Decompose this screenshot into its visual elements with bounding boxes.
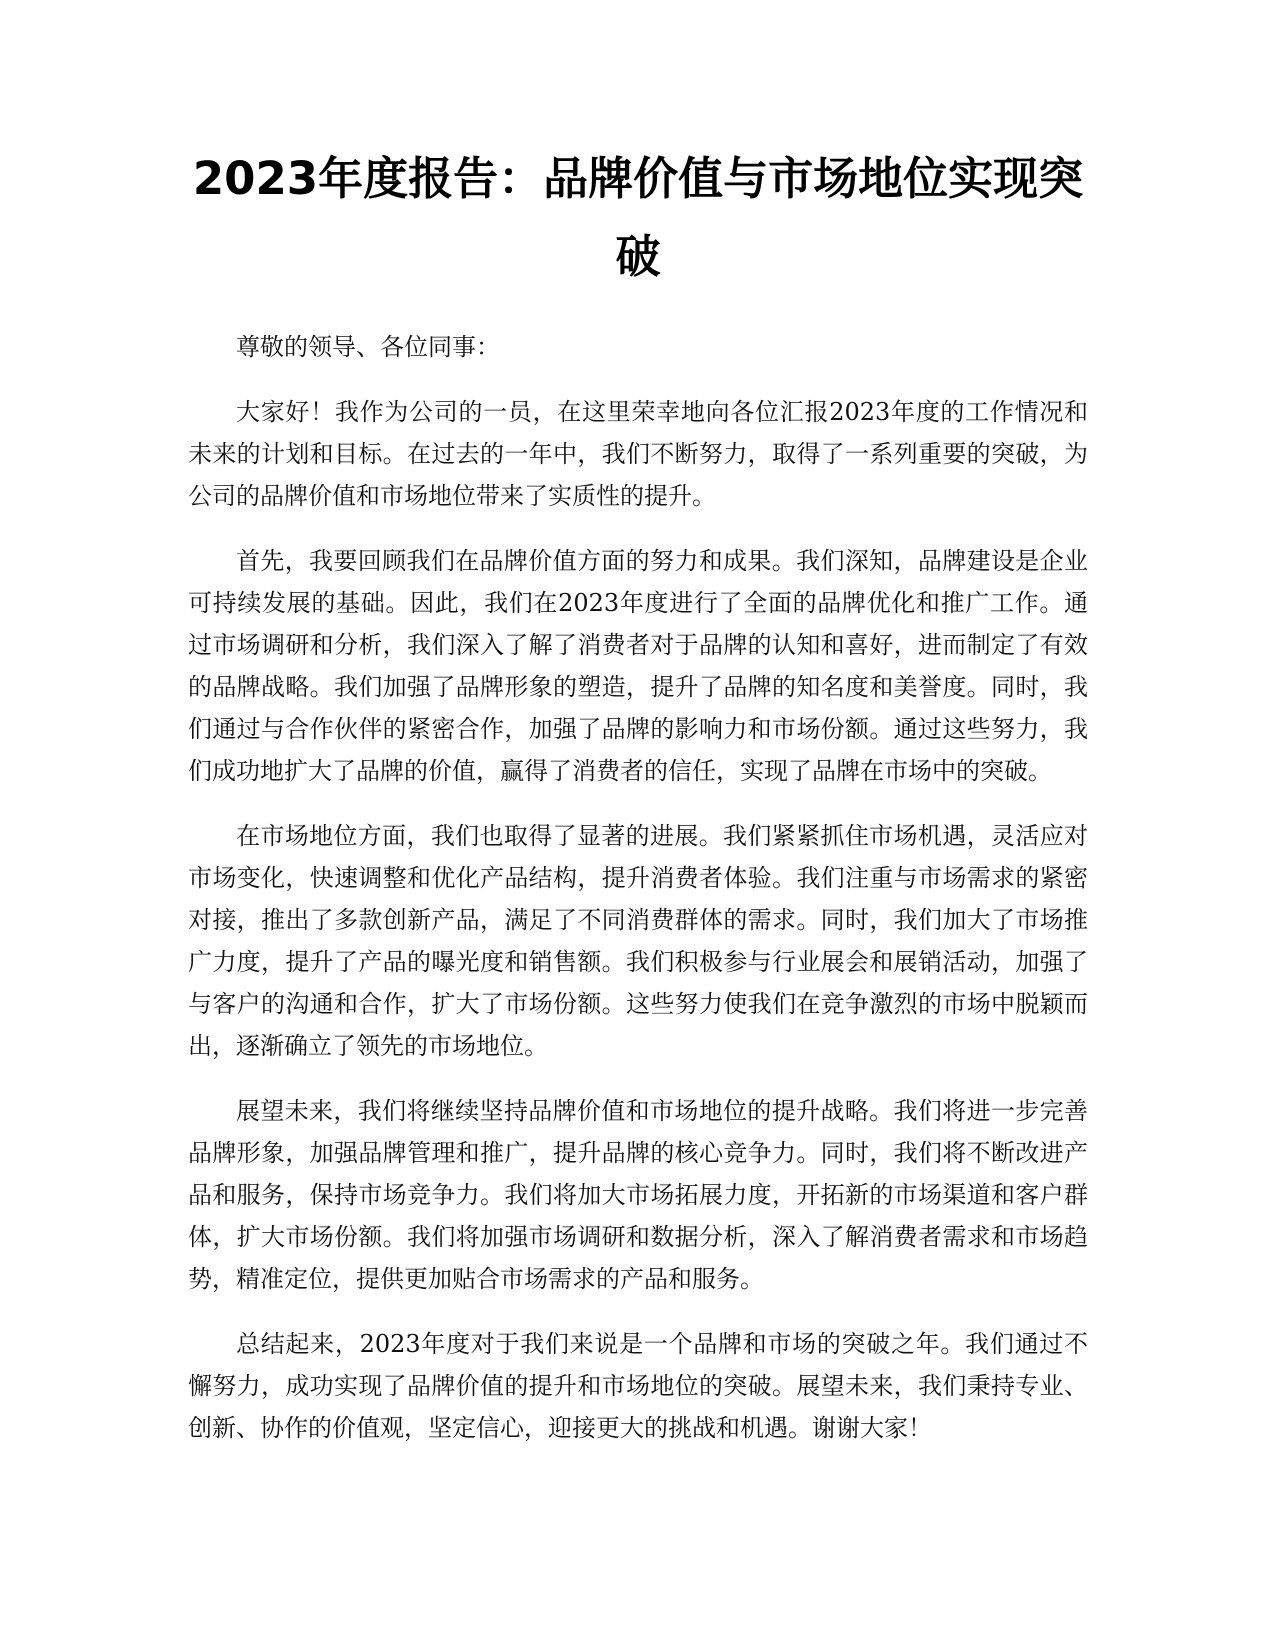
intro-paragraph: 大家好！我作为公司的一员，在这里荣幸地向各位汇报2023年度的工作情况和未来的计划和目标。在过去的一年中，我们不断努力，取得了一系列重要的突破，为公司的品牌价值和市场地位带来了实质性的提升。 (188, 398, 1088, 510)
outlook-paragraph: 展望未来，我们将继续坚持品牌价值和市场地位的提升战略。我们将进一步完善品牌形象，加强品牌管理和推广，提升品牌的核心竞争力。同时，我们将不断改进产品和服务，保持市场竞争力。我们将加大市场拓展力度，开拓新的市场渠道和客户群体，扩大市场份额。我们将加强市场调研和数据分析，深入了解消费者需求和市场趋势，精准定位，提供更加贴合市场需求的产品和服务。 (188, 1097, 1088, 1293)
conclusion-paragraph: 总结起来，2023年度对于我们来说是一个品牌和市场的突破之年。我们通过不懈努力，成功实现了品牌价值的提升和市场地位的突破。展望未来，我们秉持专业、创新、协作的价值观，坚定信心，迎接更大的挑战和机遇。谢谢大家！ (188, 1330, 1088, 1442)
document-title: 2023年度报告：品牌价值与市场地位实现突破 (192, 152, 1084, 283)
document-content (188, 140, 1088, 1472)
brand-value-paragraph: 首先，我要回顾我们在品牌价值方面的努力和成果。我们深知，品牌建设是企业可持续发展的基础。因此，我们在2023年度进行了全面的品牌优化和推广工作。通过市场调研和分析，我们深入了解了消费者对于品牌的认知和喜好，进而制定了有效的品牌战略。我们加强了品牌形象的塑造，提升了品牌的知名度和美誉度。同时，我们通过与合作伙伴的紧密合作，加强了品牌的影响力和市场份额。通过这些努力，我们成功地扩大了品牌的价值，赢得了消费者的信任，实现了品牌在市场中的突破。 (188, 547, 1088, 785)
document-body (188, 326, 1088, 1449)
market-position-paragraph: 在市场地位方面，我们也取得了显著的进展。我们紧紧抓住市场机遇，灵活应对市场变化，快速调整和优化产品结构，提升消费者体验。我们注重与市场需求的紧密对接，推出了多款创新产品，满足了不同消费群体的需求。同时，我们加大了市场推广力度，提升了产品的曝光度和销售额。我们积极参与行业展会和展销活动，加强了与客户的沟通和合作，扩大了市场份额。这些努力使我们在竞争激烈的市场中脱颖而出，逐渐确立了领先的市场地位。 (188, 822, 1088, 1060)
salutation-paragraph: 尊敬的领导、各位同事： (236, 333, 500, 361)
